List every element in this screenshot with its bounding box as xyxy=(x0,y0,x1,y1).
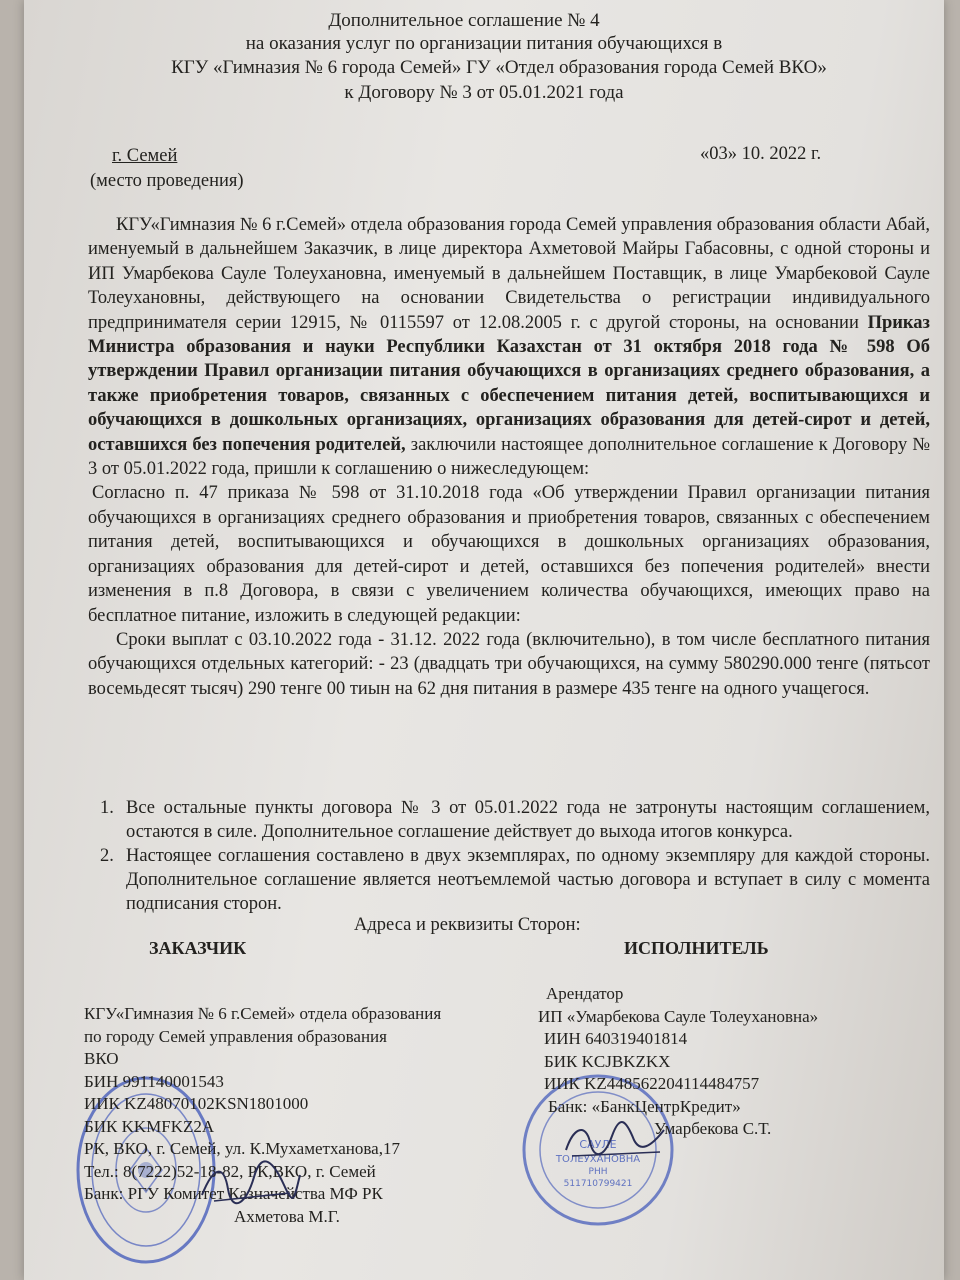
clause-number: 1. xyxy=(100,798,114,818)
executor-heading: ИСПОЛНИТЕЛЬ xyxy=(624,938,769,958)
paragraph-parties-text: КГУ«Гимназия № 6 г.Семей» отдела образования города Семей управления образования области Абай, именуемый в дальнейшем Заказчик, в лице директора Ахметовой Майры Габасовны, с одной стороны и ИП Умарбекова Сауле Толеухановна, именуемый в дальнейшем Поставщик, в лице Умарбековой Сауле Толеухановны, действующего на основании Свидетельства о регистрации индивидуального предпринимателя серии 12915, № 0115597 от 12.08.2005 г. с другой стороны, на основании xyxy=(88,215,930,333)
clause-item xyxy=(100,844,930,916)
clause-item xyxy=(100,796,930,844)
customer-line: РК, ВКО, г. Семей, ул. К.Мухаметханова,17 xyxy=(84,1139,400,1158)
paragraph-amendment: Согласно п. 47 приказа № 598 от 31.10.2018 года «Об утверждении Правил организации питания обучающихся в организациях среднего образования и приобретения товаров, связанных с обеспечением питания детей, воспитывающихся и обучающихся в дошкольных организациях образования, организациях образования для детей-сирот и детей, оставшихся без попечения родителей» внести изменения в п.8 Договора, в связи с увеличением количества обучающихся, имеющих право на бесплатное питание, изложить в следующей редакции: xyxy=(88,483,930,626)
doc-date: «03» 10. 2022 г. xyxy=(700,144,822,164)
executor-line: Банк: «БанкЦентрКредит» xyxy=(548,1096,741,1116)
document-page xyxy=(24,0,944,1280)
executor-stamp-rnn-label: РНН xyxy=(588,1167,608,1177)
place-city-value: г. Семей xyxy=(112,146,178,166)
customer-line: ВКО xyxy=(84,1049,119,1068)
executor-stamp-name: САУЛЕ xyxy=(579,1138,617,1151)
customer-line: Банк: РГУ Комитет Казначейства МФ РК xyxy=(84,1184,383,1203)
executor-stamp-patronymic: ТОЛЕУХАНОВНА xyxy=(555,1154,641,1165)
paragraph-parties xyxy=(88,213,930,481)
executor-signatory: Умарбекова С.Т. xyxy=(654,1119,772,1138)
executor-signature xyxy=(560,1112,670,1172)
paragraph-payment: Сроки выплат с 03.10.2022 года - 31.12. 2022 года (включительно), в том числе бесплатного питания обучающихся отдельных категорий: - 23 (двадцать три обучающихся, на сумму 580290.000 тенге (пятьсот восемьдесят тысяч) 290 тенге 00 тиын на 62 дня питания в размере 435 тенге на одного учащегося. xyxy=(88,629,930,699)
executor-line: Арендатор xyxy=(546,984,624,1003)
customer-signature xyxy=(194,1155,304,1215)
doc-title: Дополнительное соглашение № 4 xyxy=(328,10,600,31)
customer-signatory: Ахметова М.Г. xyxy=(234,1206,340,1226)
executor-stamp-rnn: 511710799421 xyxy=(563,1179,633,1189)
clause-number: 2. xyxy=(100,846,114,866)
doc-subtitle: на оказания услуг по организации питания обучающихся в xyxy=(245,33,723,54)
doc-contract-ref: к Договору № 3 от 05.01.2021 года xyxy=(344,82,624,103)
requisites-title: Адреса и реквизиты Сторон: xyxy=(354,915,581,935)
customer-line: по городу Семей управления образования xyxy=(84,1026,387,1046)
customer-line: БИК KKMFKZ2A xyxy=(84,1116,215,1136)
clause-text: Все остальные пункты договора № 3 от 05.01.2022 года не затронуты настоящим соглашением, остаются в силе. Дополнительное соглашение действует до выхода итогов конкурса. xyxy=(126,798,930,842)
paragraph-parties-tail: заключили настоящее дополнительное соглашение к Договору № 3 от 05.01.2022 года, пришли к соглашению о нижеследующем: xyxy=(88,434,931,480)
customer-line: Тел.: 8(7222)52-18-82, РК,ВКО, г. Семей xyxy=(84,1161,376,1181)
customer-heading: ЗАКАЗЧИК xyxy=(149,938,247,958)
doc-organization: КГУ «Гимназия № 6 города Семей» ГУ «Отдел образования города Семей ВКО» xyxy=(171,57,827,78)
body-section xyxy=(88,213,930,701)
customer-line: БИН 991140001543 xyxy=(84,1071,224,1091)
customer-line: ИИК KZ48070102KSN1801000 xyxy=(84,1094,309,1113)
clause-text: Настоящее соглашения составлено в двух экземплярах, по одному экземпляру для каждой стороны. Дополнительное соглашение является неотъемлемой частью договора и вступает в силу с момента подписания сторон. xyxy=(126,846,930,914)
place-city xyxy=(92,146,199,167)
executor-line: БИК KCJBKZKX xyxy=(544,1051,671,1071)
executor-line: ИИН 640319401814 xyxy=(544,1029,688,1048)
place-caption: (место проведения) xyxy=(90,171,244,191)
customer-line: КГУ«Гимназия № 6 г.Семей» отдела образования xyxy=(84,1004,442,1023)
paragraph-parties-bold: Приказ Министра образования и науки Республики Казахстан от 31 октября 2018 года № 598 Об утверждении Правил организации питания обучающихся в организациях среднего образования, а также приобретения товаров, связанных с обеспечением питания детей, воспитывающихся и обучающихся в дошкольных организациях, организациях образования для детей-сирот и детей, оставшихся без попечения родителей, xyxy=(88,312,930,455)
executor-line: ИП «Умарбекова Сауле Толеухановна» xyxy=(538,1006,819,1026)
clauses-list xyxy=(100,796,930,916)
executor-line: ИИК KZ448562204114484757 xyxy=(544,1074,760,1093)
